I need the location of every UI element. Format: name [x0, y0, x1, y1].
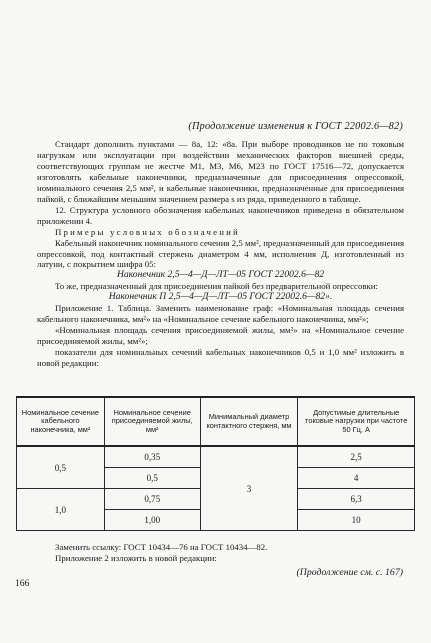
paragraph-new-values: показатели для номинальных сечений кабельных наконечников 0,5 и 1,0 мм² изложить в новой редакции:	[37, 347, 404, 369]
cell-wire-section: 0,5	[104, 468, 200, 489]
continuation-footer: (Продолжение см. с. 167)	[296, 567, 403, 578]
paragraph-standard-additions: Стандарт дополнить пунктами — 8а, 12: «8а. При выборе проводников не по токовым нагрузкам или эксплуатации при воздействии механических факторов внешней среды, соответствующих группам не жестче М1, М3, М6, М23 по ГОСТ 17516—72, допускается изготовлять кабельные наконечники, предназначенные для присоединения опрессовкой, номинального сечения 2,5 мм², и кабельные наконечники, предназначенные для присоединения пайкой, с ближайшим меньшим значением размера s из ряда, приведенного в таблице.	[37, 139, 404, 204]
examples-heading: Примеры условных обозначений	[55, 226, 240, 237]
header-lug-section: Номинальное сечение кабельного наконечника, мм²	[17, 397, 105, 446]
cell-current-load: 2,5	[298, 446, 415, 468]
designation-example-2: Наконечник П 2,5—4—Д—ЛТ—05 ГОСТ 22002.6—82».	[108, 291, 333, 303]
lug-parameters-table	[16, 396, 415, 531]
paragraph-example-1: Кабельный наконечник номинального сечения 2,5 мм², предназначенный для присоединения опрессовкой, под контактный стержень диаметром 4 мм, исполнения Д, изготовленный из латуни, с покрытием шифра 05:	[37, 237, 404, 270]
paragraph-example-2: То же, предназначенный для присоединения пайкой без предварительной опрессовки:	[55, 281, 378, 292]
designation-example-1: Наконечник 2,5—4—Д—ЛТ—05 ГОСТ 22002.6—82	[116, 269, 325, 281]
paragraph-rename-column: «Номинальная площадь сечения присоединяемой жилы, мм²» на «Номинальное сечение присоединяемой жилы, мм²»;	[37, 325, 404, 347]
page-number: 166	[15, 578, 30, 589]
table-row	[17, 446, 415, 468]
cell-wire-section: 1,00	[104, 510, 200, 531]
cell-current-load: 6,3	[298, 489, 415, 510]
header-rod-diameter: Минимальный диаметр контактного стержня, мм	[200, 397, 298, 446]
table-header-row	[17, 397, 415, 446]
header-wire-section: Номинальное сечение присоединяемой жилы, мм²	[104, 397, 200, 446]
cell-lug-section: 0,5	[17, 446, 105, 489]
paragraph-reference-change: Заменить ссылку: ГОСТ 10434—76 на ГОСТ 10434—82.	[55, 542, 268, 552]
paragraph-structure-note: 12. Структура условного обозначения кабельных наконечников приведена в обязательном приложении 4.	[37, 204, 404, 226]
header-current-load: Допустимые длительные токовые нагрузки при частоте 50 Гц, А	[298, 397, 415, 446]
cell-lug-section: 1,0	[17, 489, 105, 531]
paragraph-appendix-2: Приложение 2 изложить в новой редакции:	[55, 553, 217, 563]
closing-text	[37, 542, 404, 564]
cell-wire-section: 0,75	[104, 489, 200, 510]
paragraph-appendix-1: Приложение 1. Таблица. Заменить наименование граф: «Номинальная площадь сечения кабельного наконечника, мм²» на «Номинальное сечение кабельного наконечника, мм²»;	[37, 303, 404, 325]
cell-current-load: 4	[298, 468, 415, 489]
cell-rod-diameter: 3	[200, 446, 298, 531]
document-body	[37, 139, 404, 369]
continuation-header: (Продолжение изменения к ГОСТ 22002.6—82)	[188, 121, 403, 132]
cell-wire-section: 0,35	[104, 446, 200, 468]
cell-current-load: 10	[298, 510, 415, 531]
